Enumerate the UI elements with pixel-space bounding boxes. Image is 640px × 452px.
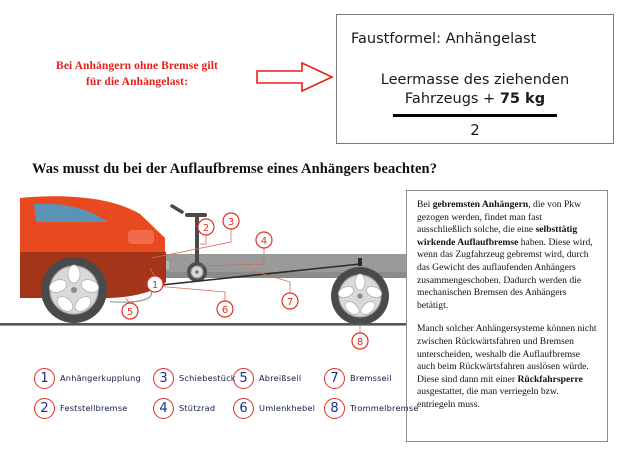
legend-item-3[interactable]: [153, 366, 236, 390]
legend-item-5[interactable]: [233, 366, 301, 390]
legend-number-2: 2: [34, 398, 55, 419]
legend: [34, 366, 419, 424]
legend-number-5: 5: [233, 368, 254, 389]
formula-denominator: 2: [470, 120, 480, 139]
explanation-paragraph-2: Manch solcher Anhängersysteme können nicht zwischen Rückwärtsfahren und Bremsen unterscheiden, weshalb die Auflaufbremse auch beim Rückwärtsfahren auslösen würde. Diese sind dann mit einer Rückfahrsperre ausgestattet, die man verriegeln bzw. entriegeln muss.: [417, 323, 597, 410]
legend-number-8: 8: [324, 398, 345, 419]
trailer-without-brake-note-line1: Bei Anhängern ohne Bremse gilt: [56, 60, 218, 72]
explanation-box: [406, 190, 608, 442]
svg-text:4: 4: [260, 236, 268, 247]
legend-label-7: Bremsseil: [350, 373, 392, 383]
legend-number-7: 7: [324, 368, 345, 389]
legend-number-3: 3: [153, 368, 174, 389]
callout-6: [217, 301, 233, 317]
legend-item-2[interactable]: [34, 396, 128, 420]
legend-label-3: Schiebestück: [179, 373, 236, 383]
formula-numerator-prefix: Fahrzeugs +: [404, 91, 500, 107]
svg-text:5: 5: [126, 307, 134, 318]
formula-numerator-line2: [337, 90, 613, 109]
formula-box: [336, 14, 614, 144]
svg-text:3: 3: [227, 217, 235, 228]
callout-1: [147, 276, 163, 292]
legend-item-1[interactable]: [34, 366, 141, 390]
legend-label-4: Stützrad: [179, 403, 216, 413]
callout-7: [282, 293, 298, 309]
arrow-right-outline-icon: [255, 60, 335, 94]
svg-text:7: 7: [286, 297, 294, 308]
callout-2: [198, 219, 214, 235]
fraction-rule: [393, 114, 557, 117]
car-trailer-illustration: [0, 186, 410, 361]
legend-label-1: Anhängerkupplung: [60, 373, 141, 383]
svg-text:6: 6: [221, 305, 229, 316]
legend-label-2: Feststellbremse: [60, 403, 128, 413]
formula-numerator-bold: 75 kg: [499, 91, 546, 107]
legend-label-8: Trommelbremse: [350, 403, 419, 413]
trailer-without-brake-note: [22, 58, 252, 90]
legend-label-6: Umlenkhebel: [259, 403, 316, 413]
svg-text:1: 1: [151, 280, 159, 291]
legend-item-4[interactable]: [153, 396, 215, 420]
page-title: Was musst du bei der Auflaufbremse eines Anhängers beachten?: [32, 161, 438, 177]
explanation-paragraph-1: Bei gebremsten Anhängern, die von Pkw gezogen werden, findet man fast ausschließlich solche, die eine selbsttätig wirkende Auflaufbremse haben. Diese wird, wenn das Zugfahrzeug gebremst wird, durch das Gewicht des auflaufenden Anhängers zusammengeschoben. Dadurch werden die mechanischen Bremsen des Anhängers betätigt.: [417, 199, 593, 311]
legend-item-8[interactable]: [324, 396, 419, 420]
callout-8: [352, 333, 368, 349]
callout-3: [223, 213, 239, 229]
trailer-without-brake-note-line2: für die Anhängelast:: [85, 76, 189, 88]
formula-numerator-line1: Leermasse des ziehenden: [380, 72, 570, 88]
car-tail-light: [128, 230, 154, 244]
callout-4: [256, 232, 272, 248]
svg-text:2: 2: [202, 223, 210, 234]
legend-label-5: Abreißseil: [259, 373, 302, 383]
legend-item-6[interactable]: [233, 396, 315, 420]
svg-text:8: 8: [356, 337, 364, 348]
formula-title: Faustformel: Anhängelast: [351, 31, 537, 47]
legend-number-6: 6: [233, 398, 254, 419]
formula-fraction: [337, 71, 613, 140]
legend-number-1: 1: [34, 368, 55, 389]
callout-5: [122, 303, 138, 319]
legend-item-7[interactable]: [324, 366, 392, 390]
legend-number-4: 4: [153, 398, 174, 419]
ground-line: [0, 323, 410, 326]
